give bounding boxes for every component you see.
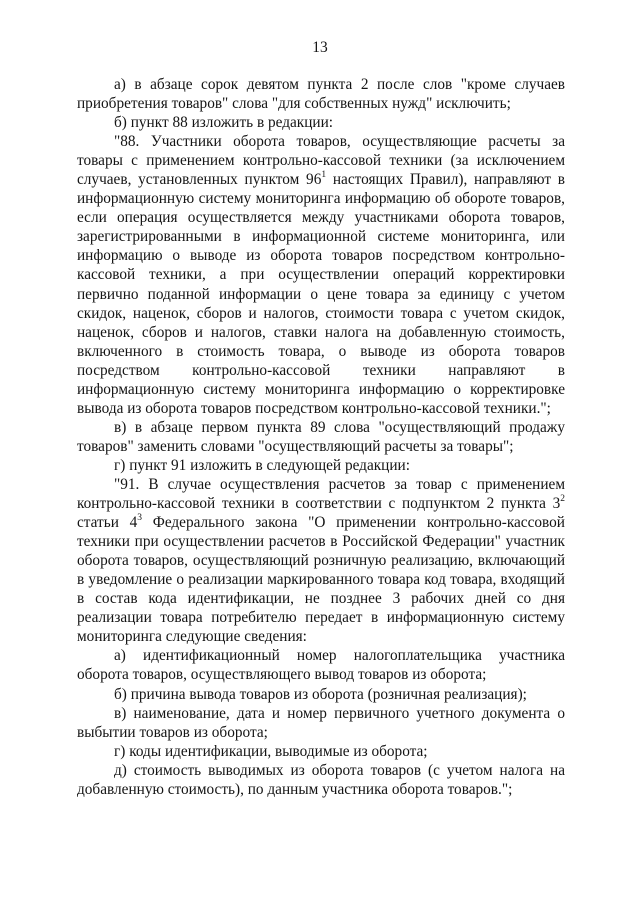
paragraph-text: настоящих Правил), направляют в информационную систему мониторинга информацию об обороте товаров, если операция осуществляется между участниками оборота товаров, зарегистрированными в информационной системе мониторинга, или информацию о выводе из оборота товаров посредством контрольно-кассовой техники, а при осуществлении операций корректировки первично поданной информации о цене товара за единицу с учетом скидок, наценок, сборов и налогов, стоимости товара с учетом скидок, наценок, сборов и налогов, ставки налога на добавленную стоимость, включенного в стоимость товара, о выводе из оборота товаров посредством контрольно-кассовой техники направляют в информационную систему мониторинга информацию о корректировке вывода из оборота товаров посредством контрольно-кассовой техники."; — [77, 171, 565, 417]
superscript-index: 1 — [321, 170, 327, 181]
paragraph — [77, 475, 565, 646]
paragraph — [77, 685, 565, 704]
paragraph — [77, 113, 565, 132]
paragraph-text: в) в абзаце первом пункта 89 слова "осуществляющий продажу товаров" заменить словами "осуществляющий расчеты за товары"; — [77, 418, 565, 455]
paragraph — [77, 742, 565, 761]
paragraph-text: б) пункт 88 изложить в редакции: — [114, 114, 334, 132]
superscript-index: 2 — [560, 493, 565, 504]
paragraph-text: статьи 4 — [77, 514, 138, 532]
paragraph-text: б) причина вывода товаров из оборота (розничная реализация); — [114, 685, 527, 703]
paragraph-text: "91. В случае осуществления расчетов за товар с применением контрольно-кассовой техники в соответствии с подпунктом 2 пункта 3 — [77, 475, 565, 513]
paragraph — [77, 132, 565, 418]
paragraph-text: г) коды идентификации, выводимые из оборота; — [114, 742, 428, 760]
paragraph-text: д) стоимость выводимых из оборота товаров (с учетом налога на добавленную стоимость), по данным участника оборота товаров."; — [77, 761, 565, 798]
paragraph-text: в) наименование, дата и номер первичного учетного документа о выбытии товаров из оборота; — [77, 704, 565, 741]
superscript-index: 3 — [137, 512, 143, 523]
paragraph-text: а) в абзаце сорок девятом пункта 2 после слов "кроме случаев приобретения товаров" слова "для собственных нужд" исключить; — [77, 76, 565, 113]
paragraph — [77, 75, 565, 113]
paragraph-text: Федерального закона "О применении контрольно-кассовой техники при осуществлении расчетов в Российской Федерации" участник оборота товаров, осуществляющий розничную реализацию, включающий в уведомление о реализации маркированного товара код товара, входящий в состав кода идентификации, не позднее 3 рабочих дней со дня реализации товара потребителю передает в информационную систему мониторинга следующие сведения: — [77, 514, 565, 646]
page-number: 13 — [312, 39, 328, 56]
paragraph-text: г) пункт 91 изложить в следующей редакции: — [114, 456, 410, 474]
paragraph — [77, 704, 565, 742]
paragraph-text: "88. Участники оборота товаров, осуществляющие расчеты за товары с применением контрольно-кассовой техники (за исключением случаев, установленных пунктом 96 — [77, 133, 565, 189]
paragraph-text: а) идентификационный номер налогоплательщика участника оборота товаров, осуществляющего вывод товаров из оборота; — [77, 647, 565, 684]
paragraph — [77, 761, 565, 799]
paragraph — [77, 646, 565, 684]
paragraph — [77, 456, 565, 475]
document-body — [77, 75, 565, 799]
paragraph — [77, 418, 565, 456]
